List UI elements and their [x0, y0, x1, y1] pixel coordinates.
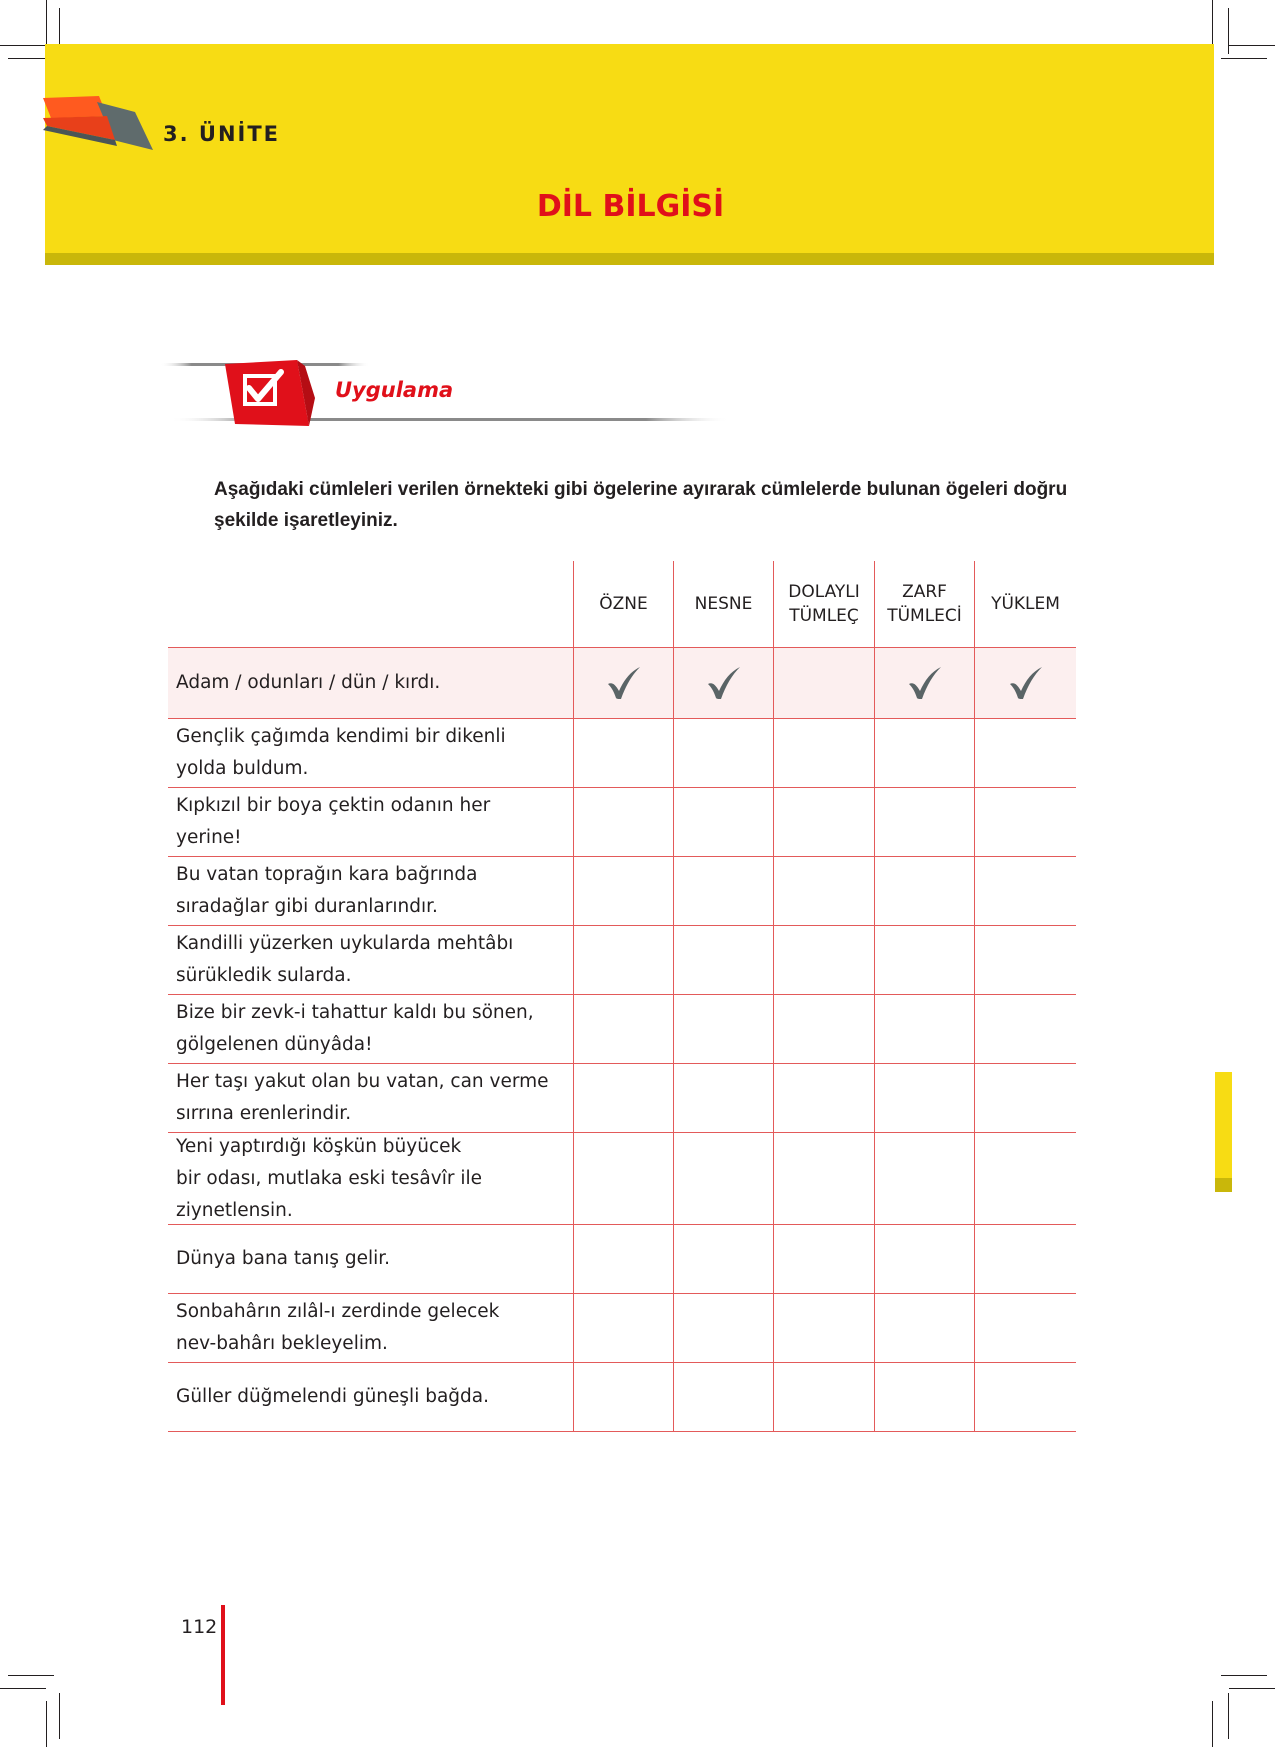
- answer-cell[interactable]: [574, 1133, 674, 1225]
- sentence-text: Yeni yaptırdığı köşkün büyücek bir odası, mutlaka eski tesâvîr ile ziynetlensin.: [176, 1135, 482, 1221]
- page-number: 112: [181, 1616, 218, 1638]
- answer-cell[interactable]: [674, 1363, 774, 1432]
- answer-cell[interactable]: [875, 1064, 975, 1133]
- answer-cell[interactable]: [975, 788, 1076, 857]
- answer-cell[interactable]: [574, 788, 674, 857]
- answer-cell[interactable]: [774, 1225, 875, 1294]
- answer-cell[interactable]: [674, 1064, 774, 1133]
- sentence-text: Dünya bana tanış gelir.: [176, 1248, 391, 1269]
- elements-table: [168, 561, 1076, 1432]
- table-header-empty: [168, 561, 574, 648]
- table-grid: [168, 561, 1076, 1432]
- check-mark-icon: [906, 664, 944, 702]
- sentence-text: Kıpkızıl bir boya çektin odanın her yerine!: [176, 795, 491, 848]
- answer-cell[interactable]: [674, 926, 774, 995]
- answer-cell[interactable]: [875, 926, 975, 995]
- instructions-text: Aşağıdaki cümleleri verilen örnekteki gibi ögelerine ayırarak cümlelerde bulunan ögeleri doğru şekilde işaretleyiniz.: [214, 479, 1068, 531]
- crop-mark: [1212, 0, 1213, 46]
- column-header: [574, 561, 674, 648]
- sentence-text: Sonbahârın zılâl-ı zerdinde gelecek nev-bahârı bekleyelim.: [176, 1301, 500, 1354]
- unit-label: 3. ÜNİTE: [163, 122, 281, 146]
- answer-cell[interactable]: [574, 926, 674, 995]
- sentence-cell: [168, 1225, 574, 1294]
- answer-cell[interactable]: [875, 788, 975, 857]
- page-number-bar: [221, 1605, 225, 1705]
- crop-mark: [1228, 8, 1229, 54]
- answer-cell[interactable]: [674, 995, 774, 1064]
- answer-cell[interactable]: [875, 995, 975, 1064]
- answer-cell[interactable]: [975, 719, 1076, 788]
- sentence-cell: [168, 719, 574, 788]
- answer-cell[interactable]: [774, 926, 875, 995]
- sentence-text: Bize bir zevk-i tahattur kaldı bu sönen, gölgelenen dünyâda!: [176, 1002, 534, 1055]
- answer-cell[interactable]: [574, 719, 674, 788]
- column-header: [774, 561, 875, 648]
- answer-cell[interactable]: [774, 1133, 875, 1225]
- answer-cell[interactable]: [674, 788, 774, 857]
- answer-cell[interactable]: [574, 857, 674, 926]
- check-mark-icon: [705, 664, 743, 702]
- answer-cell[interactable]: [774, 1363, 875, 1432]
- answer-cell[interactable]: [875, 1133, 975, 1225]
- check-mark-icon: [605, 664, 643, 702]
- column-header-label: YÜKLEM: [991, 594, 1060, 614]
- sentence-cell: [168, 1294, 574, 1363]
- answer-cell[interactable]: [975, 995, 1076, 1064]
- sentence-cell: [168, 788, 574, 857]
- crop-mark: [1221, 58, 1267, 59]
- answer-cell[interactable]: [875, 1225, 975, 1294]
- crop-mark: [1228, 1693, 1229, 1739]
- answer-cell[interactable]: [574, 1294, 674, 1363]
- answer-cell[interactable]: [674, 719, 774, 788]
- check-mark-icon: [1007, 664, 1045, 702]
- side-tab: [1215, 1072, 1232, 1178]
- answer-cell[interactable]: [975, 1294, 1076, 1363]
- sentence-text: Güller düğmelendi güneşli bağda.: [176, 1386, 489, 1407]
- answer-cell[interactable]: [875, 648, 975, 719]
- answer-cell[interactable]: [875, 1363, 975, 1432]
- answer-cell[interactable]: [975, 1225, 1076, 1294]
- answer-cell[interactable]: [875, 857, 975, 926]
- sentence-cell: [168, 926, 574, 995]
- answer-cell[interactable]: [875, 719, 975, 788]
- page-title: DİL BİLGİSİ: [536, 189, 725, 224]
- answer-cell[interactable]: [975, 857, 1076, 926]
- crop-mark: [0, 1688, 46, 1689]
- sentence-cell: [168, 1064, 574, 1133]
- answer-cell[interactable]: [674, 1294, 774, 1363]
- column-header: [674, 561, 774, 648]
- sentence-text: Adam / odunları / dün / kırdı.: [176, 672, 441, 693]
- answer-cell[interactable]: [674, 1133, 774, 1225]
- crop-mark: [1229, 1688, 1275, 1689]
- sentence-cell: [168, 857, 574, 926]
- checkbox-check-icon: [225, 358, 315, 428]
- answer-cell[interactable]: [674, 857, 774, 926]
- answer-cell[interactable]: [774, 719, 875, 788]
- crop-mark: [8, 1675, 54, 1676]
- answer-cell[interactable]: [574, 1363, 674, 1432]
- answer-cell[interactable]: [774, 1294, 875, 1363]
- answer-cell[interactable]: [574, 995, 674, 1064]
- answer-cell[interactable]: [674, 648, 774, 719]
- answer-cell[interactable]: [975, 648, 1076, 719]
- column-header: [975, 561, 1076, 648]
- crop-mark: [1229, 45, 1275, 46]
- answer-cell[interactable]: [574, 1064, 674, 1133]
- column-header-label: NESNE: [694, 594, 753, 614]
- answer-cell[interactable]: [975, 1064, 1076, 1133]
- side-tab-shade: [1215, 1178, 1232, 1192]
- unit-ribbon-icon: [43, 96, 153, 150]
- sentence-cell: [168, 995, 574, 1064]
- answer-cell[interactable]: [875, 1294, 975, 1363]
- sentence-cell: [168, 1363, 574, 1432]
- header-underline: [45, 253, 1214, 265]
- sentence-cell: [168, 1133, 574, 1225]
- sentence-text: Bu vatan toprağın kara bağrında sıradağlar gibi duranlarındır.: [176, 864, 478, 917]
- crop-mark: [46, 1701, 47, 1747]
- answer-cell[interactable]: [774, 788, 875, 857]
- sentence-text: Her taşı yakut olan bu vatan, can verme sırrına erenlerindir.: [176, 1071, 549, 1124]
- crop-mark: [1221, 1675, 1267, 1676]
- column-header-label: DOLAYLI TÜMLEÇ: [788, 582, 860, 626]
- answer-cell[interactable]: [574, 648, 674, 719]
- answer-cell[interactable]: [674, 1225, 774, 1294]
- answer-cell[interactable]: [975, 1363, 1076, 1432]
- answer-cell[interactable]: [975, 1133, 1076, 1225]
- sentence-text: Kandilli yüzerken uykularda mehtâbı sürükledik sularda.: [176, 933, 514, 986]
- column-header: [875, 561, 975, 648]
- answer-cell[interactable]: [774, 1064, 875, 1133]
- answer-cell[interactable]: [774, 857, 875, 926]
- answer-cell[interactable]: [774, 648, 875, 719]
- crop-mark: [59, 1693, 60, 1739]
- crop-mark: [0, 45, 46, 46]
- crop-mark: [1212, 1701, 1213, 1747]
- column-header-label: ZARF TÜMLECİ: [887, 582, 962, 626]
- column-header-label: ÖZNE: [599, 594, 648, 614]
- crop-mark: [46, 0, 47, 46]
- sentence-text: Gençlik çağımda kendimi bir dikenli yolda buldum.: [176, 726, 506, 779]
- practice-label: Uygulama: [335, 378, 454, 402]
- answer-cell[interactable]: [975, 926, 1076, 995]
- sentence-cell: [168, 648, 574, 719]
- answer-cell[interactable]: [574, 1225, 674, 1294]
- answer-cell[interactable]: [774, 995, 875, 1064]
